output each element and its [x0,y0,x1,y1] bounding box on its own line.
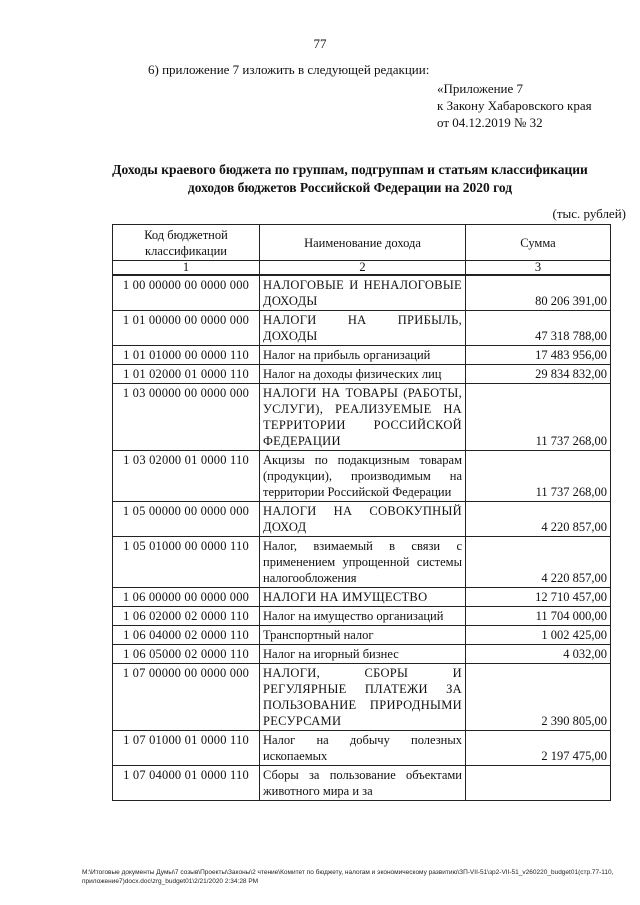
amount-cell: 4 220 857,00 [466,502,611,537]
budget-code-cell: 1 01 01000 00 0000 110 [113,346,260,365]
page-number: 77 [313,36,327,51]
budget-code-cell: 1 01 00000 00 0000 000 [113,311,260,346]
header-code: Код бюджетной классификации [113,225,260,261]
amount-cell: 47 318 788,00 [466,311,611,346]
column-number: 2 [260,261,466,276]
table-row [113,537,611,588]
revenue-name-cell: Акцизы по подакцизным товарам (продукции), производимым на территории Российской Федерации [260,451,466,502]
column-number: 1 [113,261,260,276]
table-row [113,451,611,502]
header-sum: Сумма [466,225,611,261]
revenue-name-cell: Налог на добычу полезных ископаемых [260,731,466,766]
revenue-table [112,224,611,801]
document-title [70,161,630,197]
revenue-name-cell: НАЛОГИ, СБОРЫ И РЕГУЛЯРНЫЕ ПЛАТЕЖИ ЗА ПОЛЬЗОВАНИЕ ПРИРОДНЫМИ РЕСУРСАМИ [260,664,466,731]
amount-cell: 80 206 391,00 [466,275,611,311]
revenue-name-cell: Налог на доходы физических лиц [260,365,466,384]
column-number: 3 [466,261,611,276]
amount-cell: 11 737 268,00 [466,384,611,451]
revenue-name-cell: Налог на игорный бизнес [260,645,466,664]
revenue-name-cell: Транспортный налог [260,626,466,645]
document-title-line-1: Доходы краевого бюджета по группам, подгруппам и статьям классификации [112,162,588,177]
table-row [113,645,611,664]
revenue-name-cell: НАЛОГИ НА ТОВАРЫ (РАБОТЫ, УСЛУГИ), РЕАЛИЗУЕМЫЕ НА ТЕРРИТОРИИ РОССИЙСКОЙ ФЕДЕРАЦИИ [260,384,466,451]
budget-code-cell: 1 06 02000 02 0000 110 [113,607,260,626]
revenue-name-cell: НАЛОГИ НА СОВОКУПНЫЙ ДОХОД [260,502,466,537]
budget-code-cell: 1 05 00000 00 0000 000 [113,502,260,537]
budget-code-cell: 1 07 00000 00 0000 000 [113,664,260,731]
revenue-name-cell: Налог на прибыль организаций [260,346,466,365]
appendix-reference [437,80,592,131]
header-name: Наименование дохода [260,225,466,261]
amount-cell: 1 002 425,00 [466,626,611,645]
budget-code-cell: 1 07 01000 01 0000 110 [113,731,260,766]
amount-cell: 29 834 832,00 [466,365,611,384]
intro-text: 6) приложение 7 изложить в следующей редакции: [148,62,430,77]
amount-cell: 4 220 857,00 [466,537,611,588]
amount-cell: 11 737 268,00 [466,451,611,502]
table-row [113,766,611,801]
table-row [113,731,611,766]
revenue-name-cell: Налог на имущество организаций [260,607,466,626]
table-row [113,384,611,451]
document-title-line-2: доходов бюджетов Российской Федерации на 2020 год [187,180,513,195]
budget-code-cell: 1 06 00000 00 0000 000 [113,588,260,607]
budget-code-cell: 1 05 01000 00 0000 110 [113,537,260,588]
table-row [113,607,611,626]
amount-cell: 12 710 457,00 [466,588,611,607]
budget-code-cell: 1 06 05000 02 0000 110 [113,645,260,664]
revenue-name-cell: НАЛОГОВЫЕ И НЕНАЛОГОВЫЕ ДОХОДЫ [260,275,466,311]
table-row [113,502,611,537]
column-number-row [113,261,611,276]
revenue-name-cell: НАЛОГИ НА ИМУЩЕСТВО [260,588,466,607]
amount-cell: 4 032,00 [466,645,611,664]
appendix-line-2: к Закону Хабаровского края [437,98,592,113]
budget-code-cell: 1 03 00000 00 0000 000 [113,384,260,451]
table-row [113,365,611,384]
table-header-row [113,225,611,261]
budget-code-cell: 1 00 00000 00 0000 000 [113,275,260,311]
budget-code-cell: 1 01 02000 01 0000 110 [113,365,260,384]
amount-cell: 2 197 475,00 [466,731,611,766]
appendix-line-1: «Приложение 7 [437,81,524,96]
file-path-footer: М:\Итоговые документы Думы\7 созыв\Проекты\Законы\2 чтение\Комитет по бюджету, налогам и экономическому развитию\ЗП-VII-51\зр2-VII-51_v260220_budget01(стр.77-110, приложение7)docx.doc\zrg_budget01\2/21/2020 2:34:28 PM [82,869,614,885]
table-row [113,346,611,365]
table-row [113,311,611,346]
budget-code-cell: 1 07 04000 01 0000 110 [113,766,260,801]
revenue-name-cell: Сборы за пользование объектами животного мира и за [260,766,466,801]
table-row [113,275,611,311]
amount-cell: 17 483 956,00 [466,346,611,365]
budget-code-cell: 1 06 04000 02 0000 110 [113,626,260,645]
units-label: (тыс. рублей) [552,206,626,221]
amount-cell: 11 704 000,00 [466,607,611,626]
table-row [113,588,611,607]
amount-cell: 2 390 805,00 [466,664,611,731]
appendix-line-3: от 04.12.2019 № 32 [437,115,543,130]
revenue-name-cell: Налог, взимаемый в связи с применением упрощенной системы налогообложения [260,537,466,588]
budget-code-cell: 1 03 02000 01 0000 110 [113,451,260,502]
table-row [113,626,611,645]
revenue-name-cell: НАЛОГИ НА ПРИБЫЛЬ, ДОХОДЫ [260,311,466,346]
amount-cell [466,766,611,801]
table-row [113,664,611,731]
